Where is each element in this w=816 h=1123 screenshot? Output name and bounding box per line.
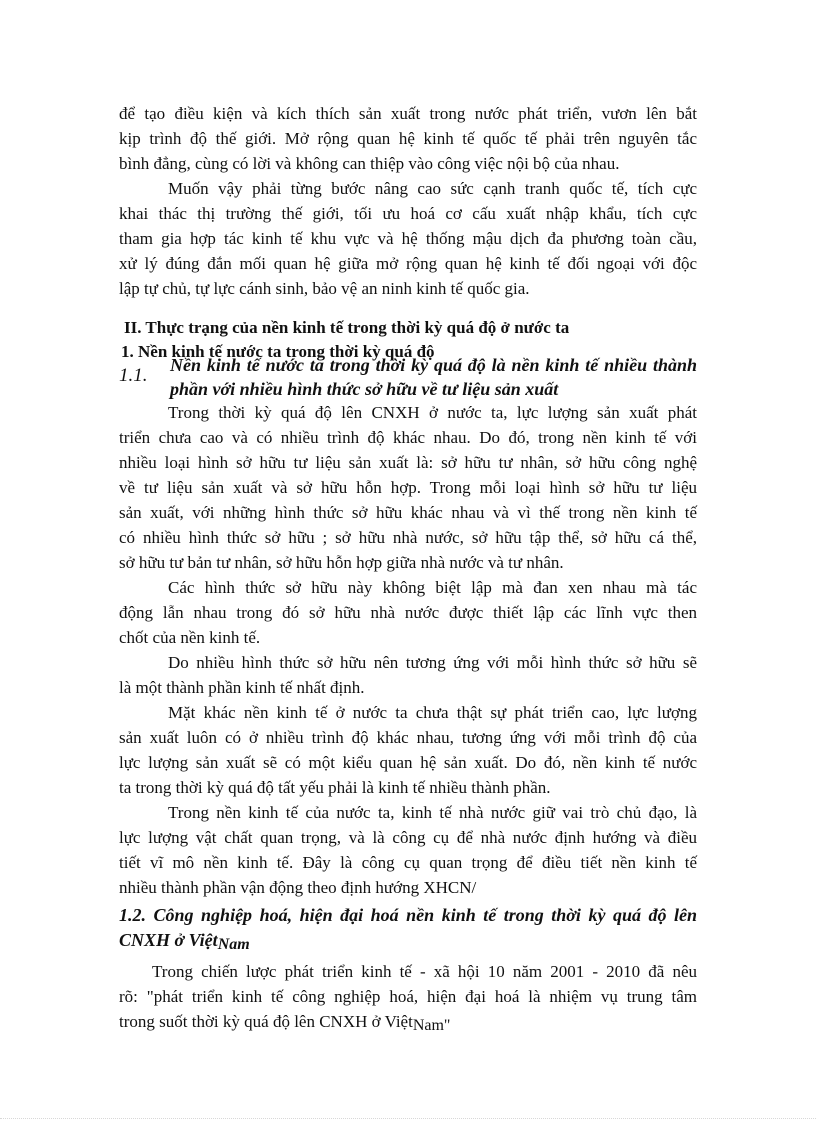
section-subheading: 1. Nền kinh tế nước ta trong thời kỳ quá độ (121, 342, 435, 361)
subsection-number: 1.1. (119, 365, 148, 386)
body-text-line: sở hữu tư bản tư nhân, sở hữu hỗn hợp giữa nhà nước và tư nhân. (119, 553, 564, 572)
body-text-line: tiết vĩ mô nền kinh tế. Đây là công cụ quan trọng để điều tiết nền kinh tế (119, 853, 697, 872)
body-text-line: là một thành phần kinh tế nhất định. (119, 678, 365, 697)
subsection-title-line: 1.2. Công nghiệp hoá, hiện đại hoá nền kinh tế trong thời kỳ quá độ lên (119, 905, 697, 925)
body-text-line: Trong thời kỳ quá độ lên CNXH ở nước ta, lực lượng sản xuất phát (168, 403, 697, 422)
body-text-line: xử lý đúng đắn mối quan hệ giữa mở rộng quan hệ kinh tế đối ngoại với độc (119, 254, 697, 273)
body-text-line: sản xuất luôn có ở nhiều trình độ khác nhau, tương ứng với mỗi trình độ của (119, 728, 697, 747)
body-text-line: Trong chiến lược phát triển kinh tế - xã hội 10 năm 2001 - 2010 đã nêu (152, 962, 697, 981)
page-edge (0, 1118, 816, 1120)
body-text-line: chốt của nền kinh tế. (119, 628, 261, 647)
subsection-title-tail: Nam (217, 936, 250, 953)
body-text-line: lập tự chủ, tự lực cánh sinh, bảo vệ an ninh kinh tế quốc gia. (119, 279, 530, 298)
body-text-line: ta trong thời kỳ quá độ tất yếu phải là kinh tế nhiều thành phần. (119, 778, 551, 797)
body-text-line: kịp trình độ thế giới. Mở rộng quan hệ kinh tế quốc tế phải trên nguyên tắc (119, 129, 697, 148)
body-text-tail: Nam" (412, 1017, 451, 1034)
section-heading: II. Thực trạng của nền kinh tế trong thời kỳ quá độ ở nước ta (124, 318, 570, 337)
body-text-line: sản xuất, với những hình thức sở hữu khác nhau và vì thế trong nền kinh tế (119, 503, 697, 522)
body-text-line: Trong nền kinh tế của nước ta, kinh tế nhà nước giữ vai trò chủ đạo, là (168, 803, 697, 822)
body-text-line: về tư liệu sản xuất và sở hữu hỗn hợp. Trong mỗi loại hình sở hữu tư liệu (119, 478, 697, 497)
body-text-line: có nhiều hình thức sở hữu ; sở hữu nhà nước, sở hữu tập thể, sở hữu cá thể, (119, 528, 697, 547)
body-text-span: trong suốt thời kỳ quá độ lên CNXH ở Việt (119, 1012, 413, 1031)
body-text-line: Mặt khác nền kinh tế ở nước ta chưa thật sự phát triển cao, lực lượng (168, 703, 697, 722)
body-text-line: lực lượng sản xuất sẽ có một kiểu quan hệ sản xuất. Do đó, nền kinh tế nước (119, 753, 697, 772)
subsection-title-line: phần với nhiều hình thức sở hữu về tư liệu sản xuất (170, 379, 559, 399)
subsection-title-text: CNXH ở Việt (119, 930, 218, 950)
body-text-line (119, 1011, 450, 1034)
body-text-line: lực lượng vật chất quan trọng, và là công cụ để nhà nước định hướng và điều (119, 828, 697, 847)
subsection-title-line (119, 929, 250, 953)
body-text-line: triển chưa cao và có nhiều trình độ khác nhau. Do đó, trong nền kinh tế với (119, 428, 697, 447)
body-text-line: khai thác thị trường thế giới, tối ưu hoá cơ cấu xuất nhập khẩu, tích cực (119, 204, 697, 223)
body-text-line: Do nhiều hình thức sở hữu nên tương ứng với mỗi hình thức sở hữu sẽ (168, 653, 697, 672)
body-text-line: tham gia hợp tác kinh tế khu vực và hệ thống mậu dịch đa phương toàn cầu, (119, 229, 697, 248)
body-text-line: bình đẳng, cùng có lời và không can thiệp vào công việc nội bộ của nhau. (119, 154, 620, 173)
body-text-line: Các hình thức sở hữu này không biệt lập mà đan xen nhau mà tác (168, 578, 697, 597)
body-text-line: để tạo điều kiện và kích thích sản xuất trong nước phát triển, vươn lên bắt (119, 104, 697, 123)
body-text-line: nhiều loại hình sở hữu tư liệu sản xuất là: sở hữu tư nhân, sở hữu công nghệ (119, 453, 697, 472)
body-text-line: Muốn vậy phải từng bước nâng cao sức cạnh tranh quốc tế, tích cực (168, 179, 697, 198)
body-text-line: động lẫn nhau trong đó sở hữu nhà nước được thiết lập các lĩnh vực then (119, 603, 697, 622)
body-text-line: rõ: "phát triển kinh tế công nghiệp hoá, hiện đại hoá là nhiệm vụ trung tâm (119, 987, 697, 1006)
subsection-title-line: Nền kinh tế nước ta trong thời kỳ quá độ là nền kinh tế nhiều thành (170, 355, 697, 375)
body-text-line: nhiều thành phần vận động theo định hướng XHCN/ (119, 878, 477, 897)
